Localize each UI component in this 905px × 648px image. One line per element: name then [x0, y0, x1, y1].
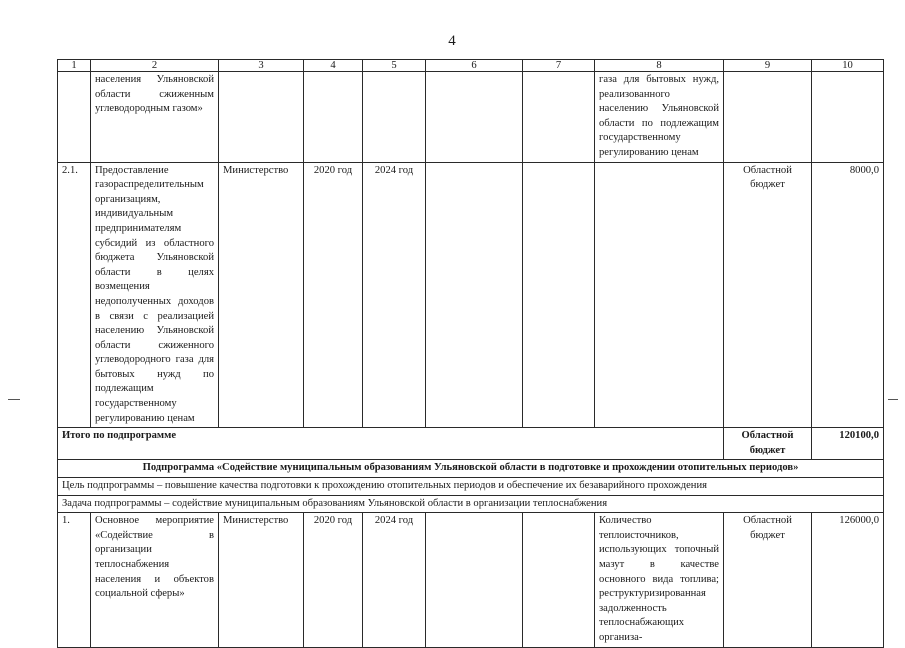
subtotal-amount: 120100,0 [812, 428, 884, 460]
executor: Министерство [219, 513, 304, 647]
funding-amount: 126000,0 [812, 513, 884, 647]
activity-name: Предоставление газораспределительным организациям, индивидуальным предпринимателям субсидий из областного бюджета Ульяновской области в целях возмещения недополученных доходов в связи с реализацией населению Ульяновской области сжиженного углеводородного газа для бытовых нужд по подлежащим государственному регулированию ценам [91, 162, 219, 428]
column-number: 7 [523, 60, 595, 72]
column-number: 3 [219, 60, 304, 72]
subprogram-goal-row [58, 478, 884, 496]
end-year: 2024 год [363, 162, 426, 428]
table-row [58, 513, 884, 647]
executor: Министерство [219, 162, 304, 428]
continuation-row [58, 72, 884, 163]
indicator: Количество теплоисточников, использующих топочный мазут в качестве основного вида топлива; реструктуризированная задолженность теплоснабжающих организа- [595, 513, 724, 647]
start-year: 2020 год [304, 513, 363, 647]
row-number: 1. [58, 513, 91, 647]
subprogram-title-row [58, 460, 884, 478]
column-number: 1 [58, 60, 91, 72]
column-number: 9 [724, 60, 812, 72]
page-number: 4 [448, 33, 457, 49]
subtotal-source: Областной бюджет [724, 428, 812, 460]
column-number: 10 [812, 60, 884, 72]
table-row [58, 162, 884, 428]
activity-name-cont: населения Ульяновской области сжиженным углеводородным газом» [91, 72, 219, 163]
subprogram-title: Подпрограмма «Содействие муниципальным образованиям Ульяновской области в подготовке и прохождении отопительных периодов» [58, 460, 884, 478]
start-year: 2020 год [304, 162, 363, 428]
column-number: 6 [426, 60, 523, 72]
activity-name: Основное мероприятие «Содействие в организации теплоснабжения населения и объектов социальной сферы» [91, 513, 219, 647]
column-number-row [58, 60, 884, 72]
row-number: 2.1. [58, 162, 91, 428]
column-number: 2 [91, 60, 219, 72]
subprogram-goal: Цель подпрограммы – повышение качества подготовки к прохождению отопительных периодов и обеспечение их безаварийного прохождения [58, 478, 884, 496]
program-table [57, 59, 884, 648]
subprogram-task-row [58, 495, 884, 513]
end-year: 2024 год [363, 513, 426, 647]
funding-amount: 8000,0 [812, 162, 884, 428]
column-number: 8 [595, 60, 724, 72]
scan-mark-left [8, 399, 20, 400]
subtotal-label: Итого по подпрограмме [58, 428, 724, 460]
subtotal-row [58, 428, 884, 460]
column-number: 4 [304, 60, 363, 72]
column-number: 5 [363, 60, 426, 72]
subprogram-task: Задача подпрограммы – содействие муниципальным образованиям Ульяновской области в организации теплоснабжения [58, 495, 884, 513]
funding-source: Областной бюджет [724, 162, 812, 428]
indicator-cont: газа для бытовых нужд, реализованного населению Ульяновской области по подлежащим государственному регулированию ценам [595, 72, 724, 163]
funding-source: Областной бюджет [724, 513, 812, 647]
scan-mark-right [888, 399, 898, 400]
